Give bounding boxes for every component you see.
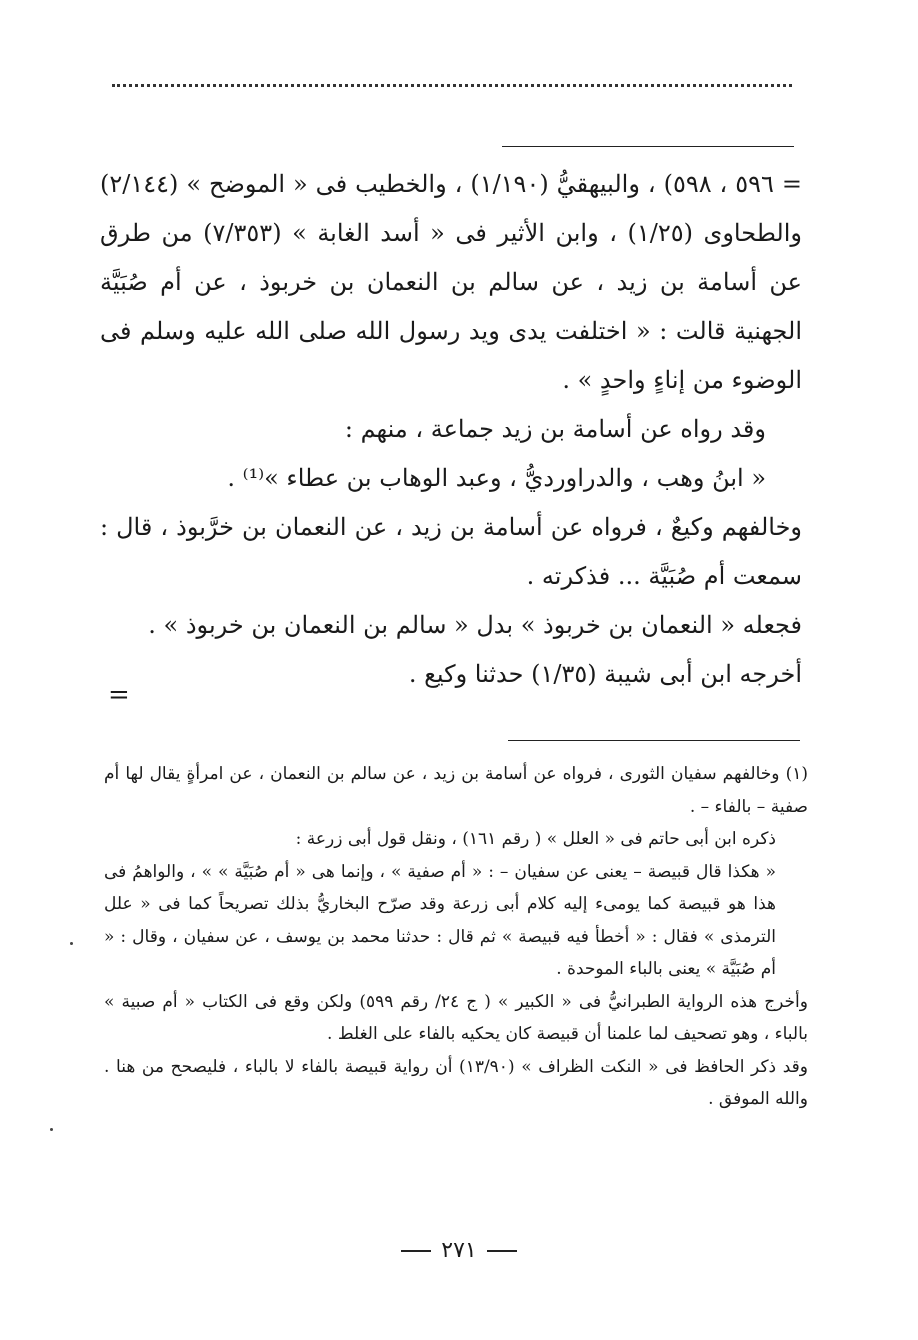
header-dotted-rule (112, 84, 792, 87)
page-number-value: ٢٧١ (441, 1238, 477, 1263)
scan-speck (50, 1128, 53, 1131)
footnote-line: ذكره ابن أبى حاتم فى « العلل » ( رقم ١٦١) ، ونقل قول أبى زرعة : (295, 829, 776, 849)
paragraph-1: = ٥٩٦ ، ٥٩٨) ، والبيهقيُّ (١/١٩٠) ، والخطيب فى « الموضح » (٢/١٤٤) والطحاوى (١/٢٥) ، وابن الأثير فى « أسد الغابة » (٧/٣٥٣) من طرق عن أسامة بن زيد ، عن سالم بن النعمان بن خربوذ ، عن أم صُبَيَّة الجهنية قالت : « اختلفت يدى ويد رسول الله صلى الله عليه وسلم فى الوضوء من إناءٍ واحدٍ » . (100, 170, 803, 394)
paragraph-3: « ابنُ وهب ، والدراورديُّ ، وعبد الوهاب بن عطاء »⁽¹⁾ . (227, 464, 766, 492)
paragraph-5: فجعله « النعمان بن خربوذ » بدل « سالم بن النعمان بن خربوذ » . (148, 611, 802, 639)
paragraph-4: وخالفهم وكيعٌ ، فرواه عن أسامة بن زيد ، عن النعمان بن خرَّبوذ ، قال : سمعت أم صُبَيَّة ... فذكرته . (100, 513, 803, 590)
continuation-mark: = (108, 680, 130, 710)
paragraph-6: أخرجه ابن أبى شيبة (١/٣٥) حدثنا وكيع . (408, 660, 802, 688)
scan-speck (70, 942, 73, 945)
footnote-line: « هكذا قال قبيصة – يعنى عن سفيان – : « أم صفية » ، وإنما هى « أم صُبَيَّة » » ، والواهمُ فى هذا هو قبيصة كما يومىء إليه كلام أبى زرعة وقد صرّح البخاريُّ بذلك تصريحاً كما فى « علل الترمذى » فقال : « أخطأ فيه قبيصة » ثم قال : حدثنا محمد بن يوسف ، عن سفيان ، وقال : « أم صُبَيَّة » يعنى بالباء الموحدة . (104, 861, 776, 979)
page-number (0, 1238, 918, 1263)
paragraph-2: وقد رواه عن أسامة بن زيد جماعة ، منهم : (344, 415, 766, 443)
footnote-line: وأخرج هذه الرواية الطبرانيُّ فى « الكبير » ( ج ٢٤/ رقم ٥٩٩) ولكن وقع فى الكتاب « أم صبية » بالباء ، وهو تصحيف لما علمنا أن قبيصة كان يحكيه بالفاء على الغلط . (104, 991, 808, 1044)
footnote-separator-rule (508, 740, 800, 741)
footnote-line: (١) وخالفهم سفيان الثورى ، فرواه عن أسامة بن زيد ، عن سالم بن النعمان ، عن امرأةٍ يقال لها أم صفية – بالفاء – . (104, 764, 808, 817)
page-number-dash (487, 1250, 517, 1252)
top-separator-rule (502, 146, 794, 147)
footnote-line: وقد ذكر الحافظ فى « النكت الظراف » (١٣/٩٠) أن رواية قبيصة بالفاء لا بالباء ، فليصحح من هنا . والله الموفق . (104, 1056, 808, 1109)
footnotes (104, 758, 808, 1116)
main-text (100, 160, 802, 699)
page-number-dash (401, 1250, 431, 1252)
